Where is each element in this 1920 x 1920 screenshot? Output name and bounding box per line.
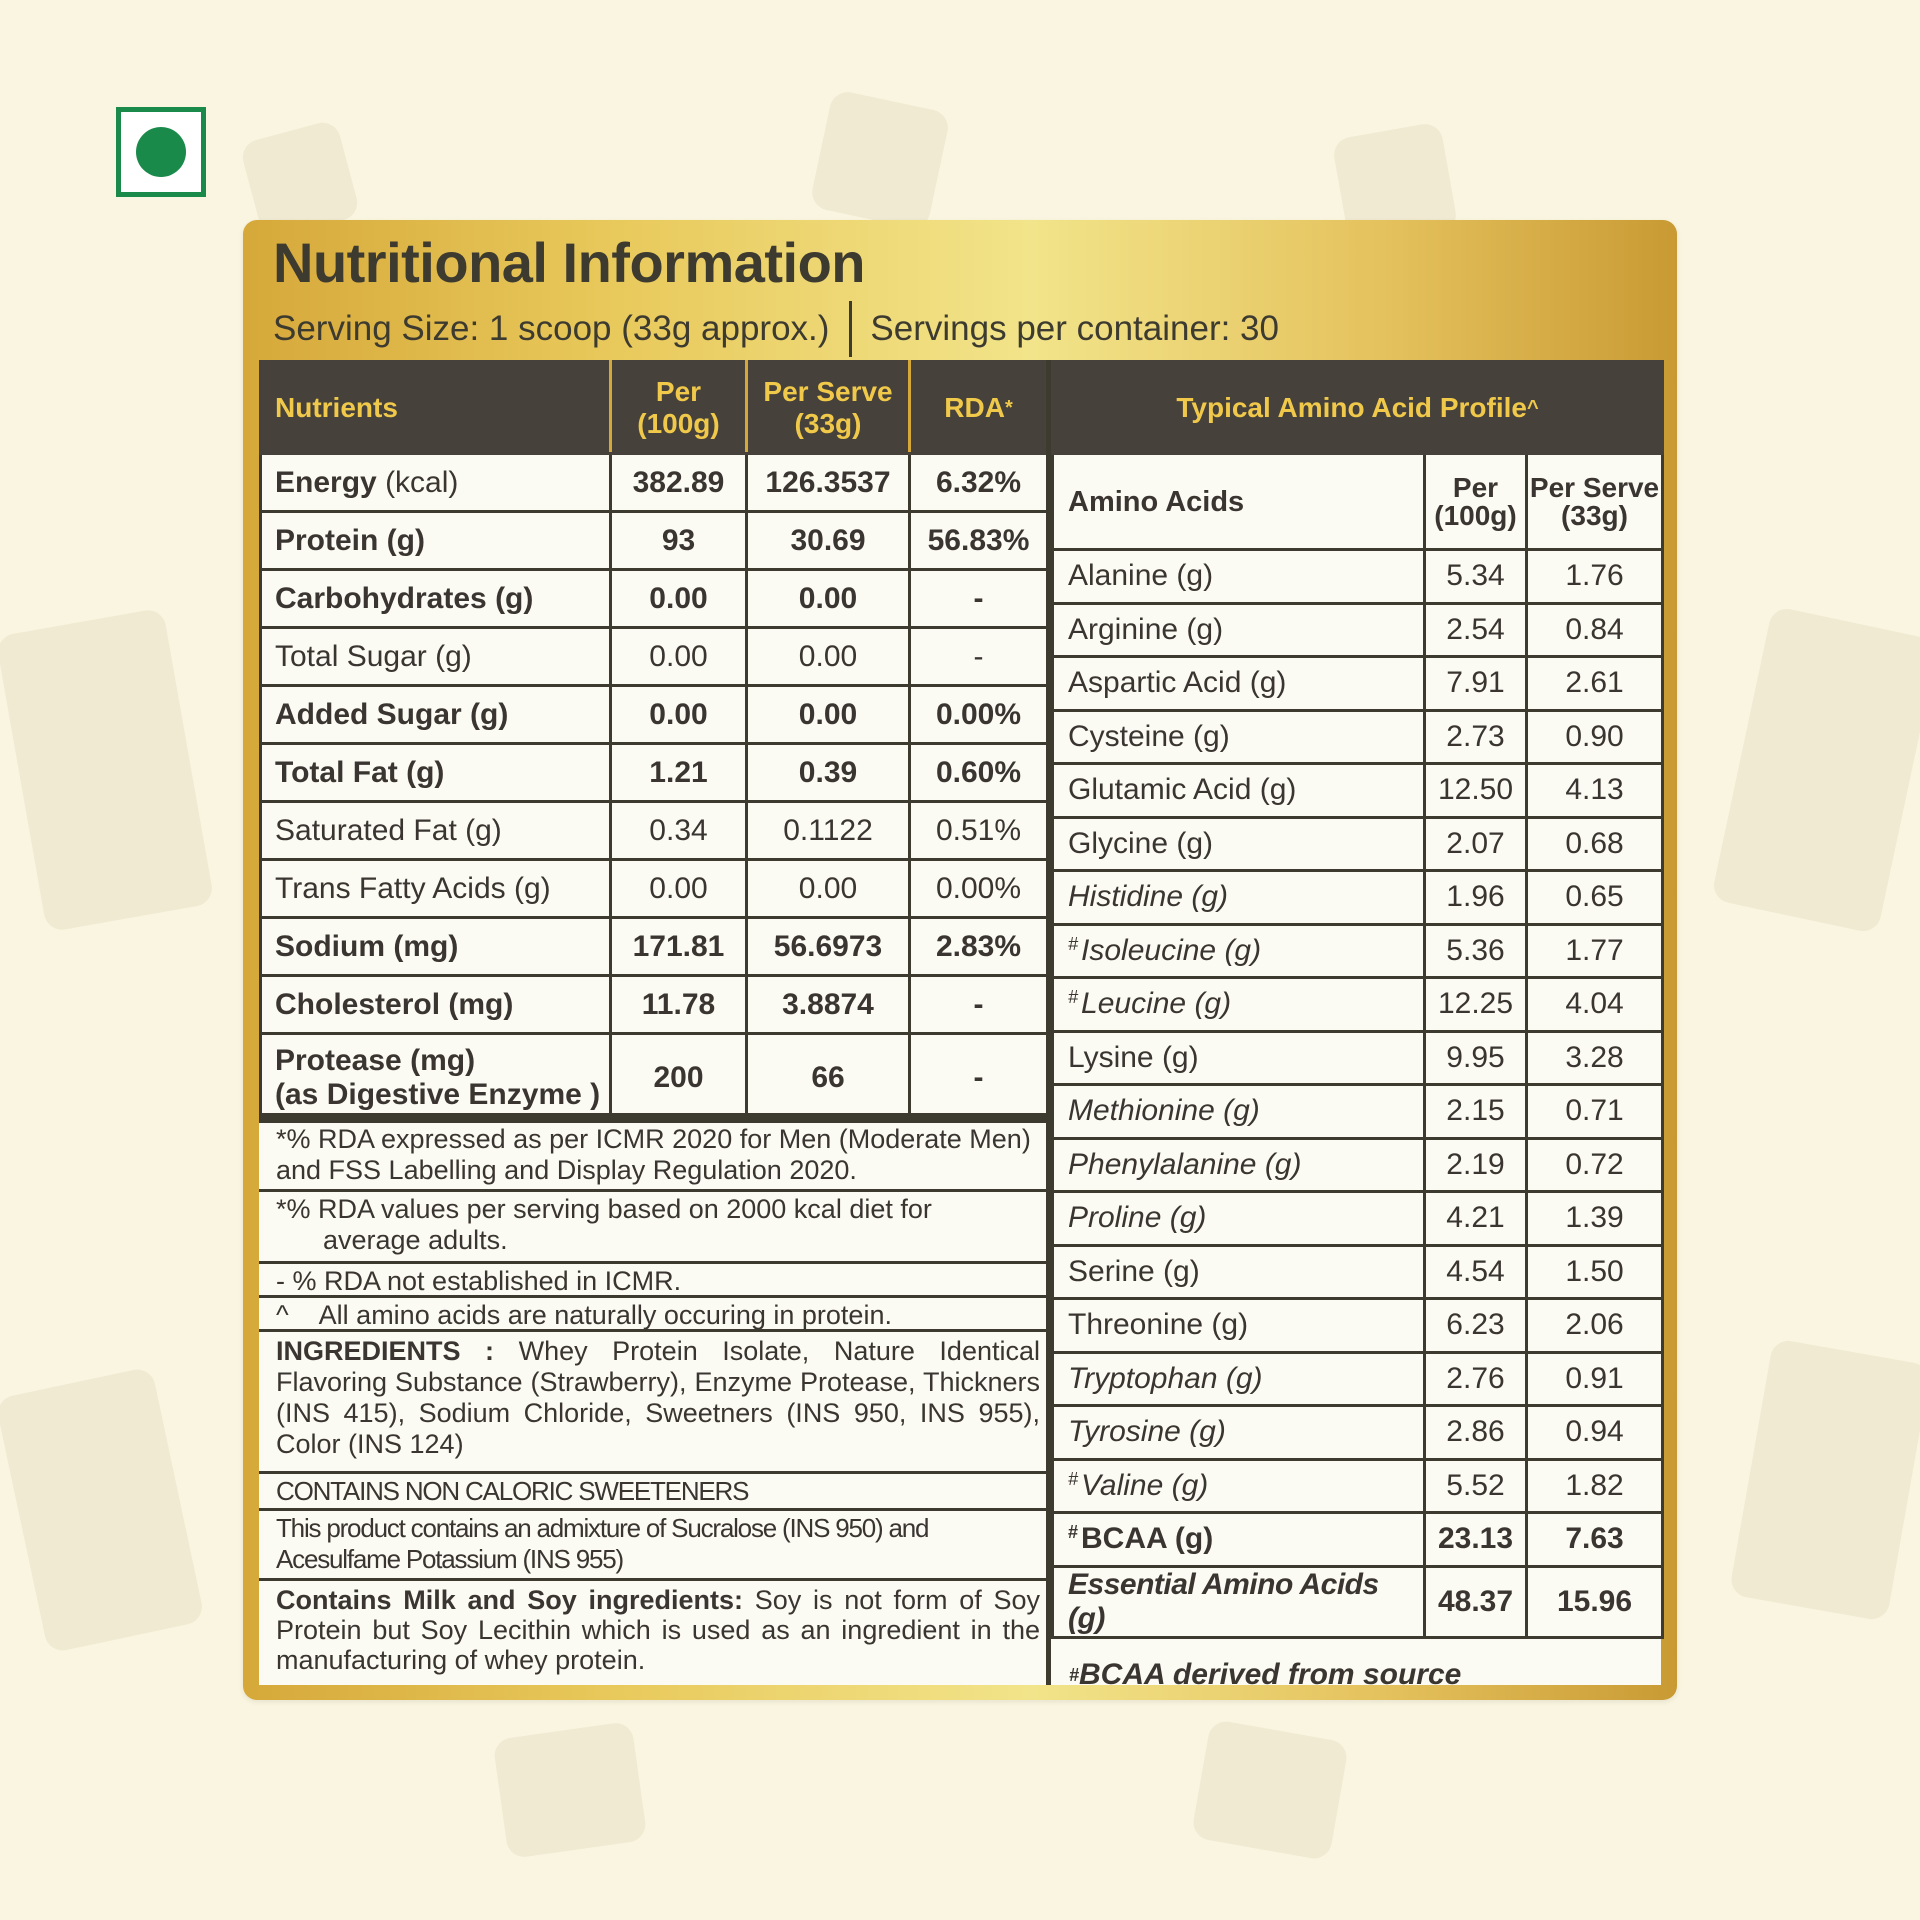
table-row: Glutamic Acid (g) 12.50 4.13	[1053, 764, 1663, 818]
background-pattern	[1191, 1719, 1350, 1861]
serving-info	[273, 300, 1279, 358]
table-row: Cysteine (g) 2.73 0.90	[1053, 710, 1663, 764]
background-pattern	[1729, 1338, 1920, 1622]
table-row: Tyrosine (g) 2.86 0.94	[1053, 1406, 1663, 1460]
table-row: Methionine (g) 2.15 0.71	[1053, 1085, 1663, 1139]
col-header-rda: RDA*	[910, 362, 1048, 454]
table-row: Lysine (g) 9.95 3.28	[1053, 1031, 1663, 1085]
col-header-amino-acids: Amino Acids	[1053, 454, 1425, 550]
table-row: Total Sugar (g) 0.00 0.00 -	[261, 628, 1048, 686]
table-row: Phenylalanine (g) 2.19 0.72	[1053, 1138, 1663, 1192]
allergen-note: Contains Milk and Soy ingredients: Soy is not form of Soy Protein but Soy Lecithin which is used as an ingredient in the manufacturing of whey protein.	[276, 1585, 1040, 1675]
table-row: Alanine (g) 5.34 1.76	[1053, 550, 1663, 604]
amino-natural-note: ^ All amino acids are naturally occuring in protein.	[259, 1298, 1046, 1332]
table-row: # BCAA (g) 23.13 7.63	[1053, 1513, 1663, 1567]
table-row: # Valine (g) 5.52 1.82	[1053, 1459, 1663, 1513]
background-pattern	[0, 608, 215, 933]
col-header-per100: Per (100g)	[611, 362, 747, 454]
rda-icmr-note: *% RDA expressed as per ICMR 2020 for Men (Moderate Men) and FSS Labelling and Display Regulation 2020.	[259, 1122, 1046, 1192]
table-row: Threonine (g) 6.23 2.06	[1053, 1299, 1663, 1353]
table-row: Aspartic Acid (g) 7.91 2.61	[1053, 657, 1663, 711]
table-row: Protein (g) 93 30.69 56.83%	[261, 512, 1048, 570]
serving-size: Serving Size: 1 scoop (33g approx.)	[273, 309, 830, 348]
col-header-perserve: Per Serve (33g)	[747, 362, 910, 454]
table-row: Cholesterol (mg) 11.78 3.8874 -	[261, 976, 1048, 1034]
table-row: Arginine (g) 2.54 0.84	[1053, 603, 1663, 657]
admixture-note: This product contains an admixture of Sucralose (INS 950) and Acesulfame Potassium (INS 955)	[259, 1511, 1046, 1581]
veg-symbol-icon	[116, 107, 206, 197]
servings-per-container: Servings per container: 30	[870, 309, 1279, 348]
table-row: Essential Amino Acids (g) 48.37 15.96	[1053, 1566, 1663, 1637]
nutrients-section	[259, 360, 1046, 1685]
tables-area	[259, 360, 1661, 1691]
col-header-perserve: Per Serve (33g)	[1527, 454, 1663, 550]
nutrition-panel	[243, 220, 1677, 1700]
non-caloric-note: CONTAINS NON CALORIC SWEETENERS	[259, 1474, 1046, 1511]
table-row: Saturated Fat (g) 0.34 0.1122 0.51%	[261, 802, 1048, 860]
table-row: Sodium (mg) 171.81 56.6973 2.83%	[261, 918, 1048, 976]
amino-profile-title: Typical Amino Acid Profile^	[1053, 362, 1663, 454]
footnotes	[259, 1113, 1046, 1677]
table-row: Carbohydrates (g) 0.00 0.00 -	[261, 570, 1048, 628]
bcaa-footnote: # BCAA derived from source	[1069, 1658, 1462, 1691]
nutrients-table	[259, 360, 1049, 1123]
background-pattern	[492, 1721, 647, 1859]
ingredients: INGREDIENTS : Whey Protein Isolate, Nature Identical Flavoring Substance (Strawberry), Enzyme Protease, Thickners (INS 415), Sodium Chloride, Sweetners (INS 950, INS 955), Color (INS 124)	[259, 1332, 1046, 1474]
table-row: # Leucine (g) 12.25 4.04	[1053, 978, 1663, 1032]
table-row: Added Sugar (g) 0.00 0.00 0.00%	[261, 686, 1048, 744]
background-pattern	[1711, 606, 1920, 935]
table-row: Energy (kcal) 382.89 126.3537 6.32%	[261, 454, 1048, 512]
amino-section	[1051, 360, 1661, 1691]
table-row: # Isoleucine (g) 5.36 1.77	[1053, 924, 1663, 978]
table-row: Protease (mg) (as Digestive Enzyme ) 200 66 -	[261, 1034, 1048, 1122]
table-row: Tryptophan (g) 2.76 0.91	[1053, 1352, 1663, 1406]
col-header-nutrients: Nutrients	[261, 362, 611, 454]
background-pattern	[809, 89, 951, 231]
table-row: Trans Fatty Acids (g) 0.00 0.00 0.00%	[261, 860, 1048, 918]
rda-serving-note: *% RDA values per serving based on 2000 kcal diet for average adults.	[259, 1192, 1046, 1264]
amino-header-row	[1053, 454, 1663, 550]
table-row: Total Fat (g) 1.21 0.39 0.60%	[261, 744, 1048, 802]
page-title: Nutritional Information	[273, 231, 866, 294]
table-row: Serine (g) 4.54 1.50	[1053, 1245, 1663, 1299]
rda-not-established-note: - % RDA not established in ICMR.	[259, 1264, 1046, 1298]
table-row: Glycine (g) 2.07 0.68	[1053, 817, 1663, 871]
background-pattern	[0, 1366, 205, 1654]
table-row: Proline (g) 4.21 1.39	[1053, 1192, 1663, 1246]
amino-acid-table	[1051, 360, 1664, 1639]
col-header-per100: Per (100g)	[1425, 454, 1527, 550]
table-row: Histidine (g) 1.96 0.65	[1053, 871, 1663, 925]
